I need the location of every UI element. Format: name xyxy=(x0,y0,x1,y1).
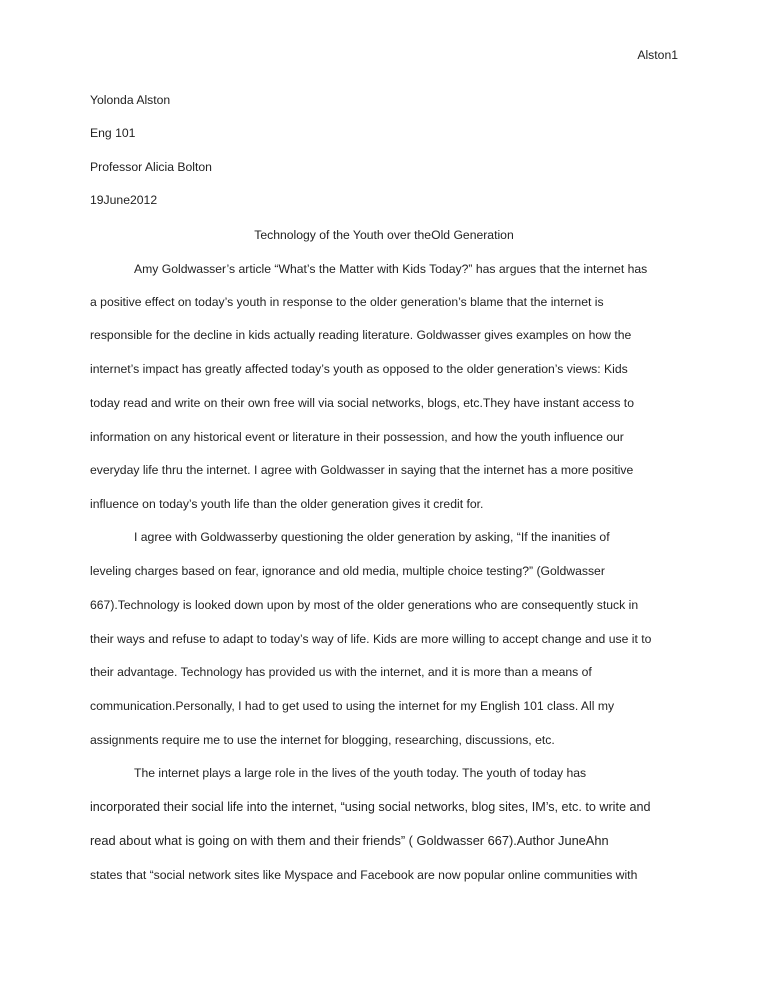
body-line: 667).Technology is looked down upon by most of the older generations who are consequently stuck in xyxy=(90,598,639,612)
page-header-number: Alston1 xyxy=(637,48,678,62)
body-line: states that “social network sites like Myspace and Facebook are now popular online communities with xyxy=(90,868,638,882)
body-line: their ways and refuse to adapt to today’s way of life. Kids are more willing to accept change and use it to xyxy=(90,632,652,646)
author-name: Yolonda Alston xyxy=(90,93,171,107)
body-line: Amy Goldwasser’s article “What’s the Matter with Kids Today?” has argues that the internet has xyxy=(134,262,648,276)
body-line: read about what is going on with them and their friends” ( Goldwasser 667).Author JuneAhn xyxy=(90,833,609,848)
body-line: incorporated their social life into the internet, “using social networks, blog sites, IM’s, etc. to write and xyxy=(90,800,651,814)
essay-title: Technology of the Youth over theOld Generation xyxy=(254,228,514,242)
body-line: their advantage. Technology has provided us with the internet, and it is more than a means of xyxy=(90,665,592,679)
body-line: information on any historical event or literature in their possession, and how the youth influence our xyxy=(90,430,624,444)
body-line: The internet plays a large role in the lives of the youth today. The youth of today has xyxy=(134,766,587,780)
body-line: communication.Personally, I had to get used to using the internet for my English 101 class. All my xyxy=(90,699,615,713)
body-line: internet’s impact has greatly affected today’s youth as opposed to the older generation’s views: Kids xyxy=(90,362,628,376)
body-line: responsible for the decline in kids actually reading literature. Goldwasser gives examples on how the xyxy=(90,328,632,342)
professor-name: Professor Alicia Bolton xyxy=(90,160,212,174)
body-line: everyday life thru the internet. I agree with Goldwasser in saying that the internet has a more positive xyxy=(90,463,634,477)
body-line: today read and write on their own free will via social networks, blogs, etc.They have instant access to xyxy=(90,396,634,410)
course-name: Eng 101 xyxy=(90,126,136,140)
essay-date: 19June2012 xyxy=(90,193,158,207)
body-line: a positive effect on today’s youth in response to the older generation’s blame that the internet is xyxy=(90,295,604,309)
body-line: I agree with Goldwasserby questioning the older generation by asking, “If the inanities of xyxy=(134,530,610,544)
body-line: leveling charges based on fear, ignorance and old media, multiple choice testing?” (Goldwasser xyxy=(90,564,605,578)
body-line: influence on today’s youth life than the older generation gives it credit for. xyxy=(90,497,484,511)
body-line: assignments require me to use the internet for blogging, researching, discussions, etc. xyxy=(90,733,555,747)
